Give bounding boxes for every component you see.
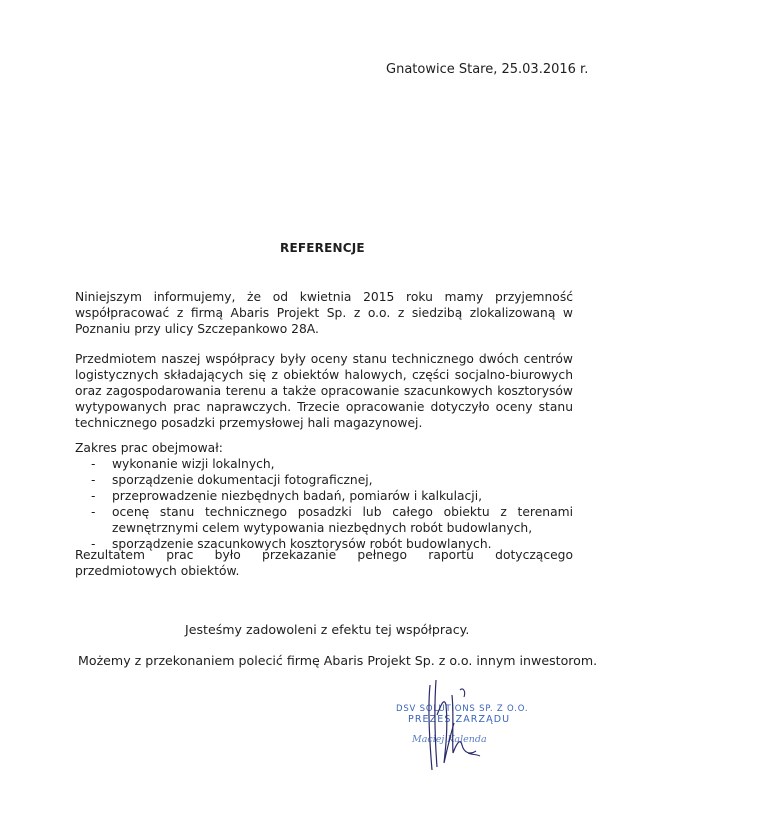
signature-stroke bbox=[452, 695, 476, 753]
letter-title: REFERENCJE bbox=[280, 241, 365, 255]
signature-stroke bbox=[435, 680, 437, 767]
paragraph-subject: Przedmiotem naszej współpracy były oceny stanu technicznego dwóch centrów logistycznych składających się z obiektów halowych, części socjalno-biurowych oraz zagospodarowania terenu a także opracowanie szacunkowych kosztorysów wytypowanych prac naprawczych. Trzecie opracowanie dotyczyło oceny stanu technicznego posadzki przemysłowej hali magazynowej. bbox=[75, 352, 573, 430]
list-dash: - bbox=[91, 505, 96, 519]
list-dash: - bbox=[91, 473, 96, 487]
list-item bbox=[75, 488, 573, 504]
closing-recommend: Możemy z przekonaniem polecić firmę Abaris Projekt Sp. z o.o. innym inwestorom. bbox=[78, 653, 598, 668]
signature-stroke bbox=[468, 753, 480, 756]
list-item bbox=[75, 456, 573, 472]
list-dash: - bbox=[91, 489, 96, 503]
scope-list bbox=[75, 456, 573, 552]
scope-item-text: sporządzenie dokumentacji fotograficznej, bbox=[112, 473, 373, 487]
result-paragraph: Rezultatem prac było przekazanie pełnego raportu dotyczącego przedmiotowych obiektów. bbox=[75, 548, 573, 578]
paragraph-intro: Niniejszym informujemy, że od kwietnia 2015 roku mamy przyjemność współpracować z firmą Abaris Projekt Sp. z o.o. z siedzibą zlokalizowaną w Poznaniu przy ulicy Szczepankowo 28A. bbox=[75, 290, 573, 336]
scope-item-text: sporządzenie szacunkowych kosztorysów robót budowlanych. bbox=[112, 537, 492, 551]
list-item bbox=[75, 472, 573, 488]
signature-stroke bbox=[460, 689, 465, 697]
scope-item-text: ocenę stanu technicznego posadzki lub całego obiektu z terenami zewnętrznymi celem wytypowania niezbędnych robót budowlanych, bbox=[112, 505, 573, 535]
signature-stroke bbox=[429, 685, 432, 770]
list-dash: - bbox=[91, 537, 96, 551]
handwritten-signature bbox=[408, 675, 518, 775]
stamp-name: Maciej Kalenda bbox=[412, 734, 487, 745]
scope-item-text: wykonanie wizji lokalnych, bbox=[112, 457, 275, 471]
list-dash: - bbox=[91, 457, 96, 471]
stamp-company: DSV SOLUTIONS SP. Z O.O. bbox=[396, 704, 529, 714]
scope-label: Zakres prac obejmował: bbox=[75, 441, 223, 455]
list-item bbox=[75, 504, 573, 536]
stamp-role: PREZES ZARZĄDU bbox=[408, 714, 511, 725]
closing-satisfied: Jesteśmy zadowoleni z efektu tej współpracy. bbox=[185, 622, 470, 637]
place-date: Gnatowice Stare, 25.03.2016 r. bbox=[386, 62, 589, 77]
scope-item-text: przeprowadzenie niezbędnych badań, pomiarów i kalkulacji, bbox=[112, 489, 483, 503]
signature-stroke bbox=[437, 702, 454, 763]
